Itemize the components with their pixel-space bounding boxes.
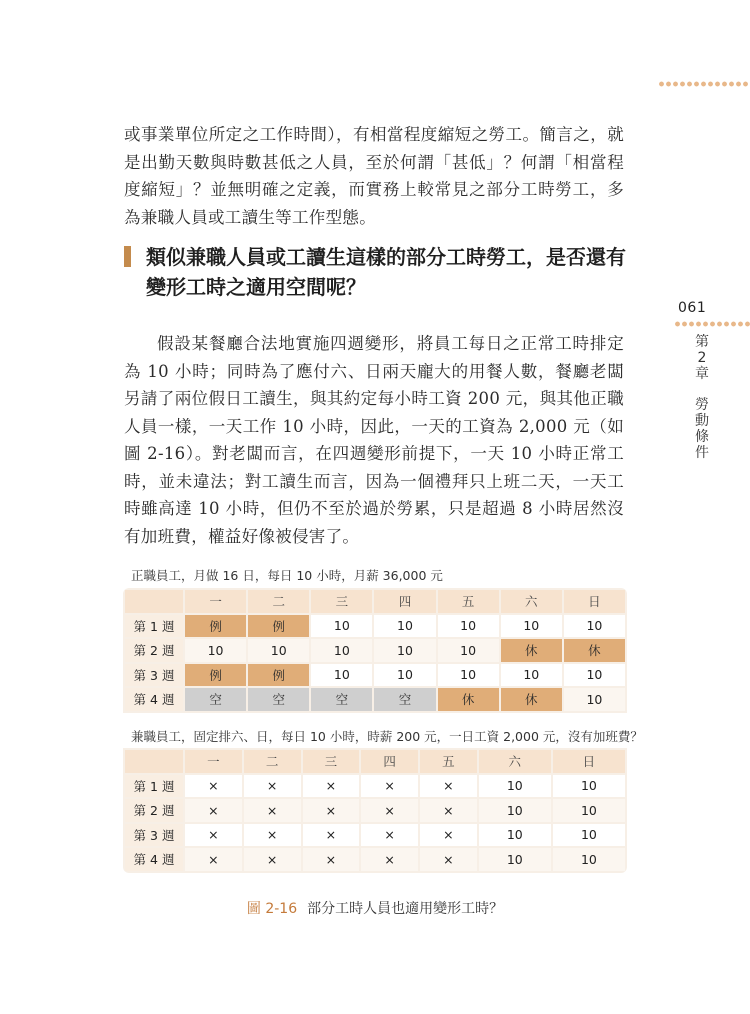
table-cell: 10 [374, 639, 435, 662]
row-label: 第 2 週 [125, 639, 183, 662]
row-label: 第 3 週 [125, 664, 183, 687]
table-cell: 例 [185, 615, 246, 638]
decorative-dots-side [674, 320, 750, 328]
table1-header-cell: 四 [374, 590, 435, 613]
table-cell: 例 [248, 615, 309, 638]
table-cell: 10 [479, 775, 551, 798]
table2-header-cell: 三 [303, 750, 360, 773]
fulltime-schedule-table [123, 588, 627, 713]
table-row [125, 824, 625, 847]
table-cell: 10 [479, 848, 551, 871]
table-cell: × [185, 799, 242, 822]
table2-header-cell: 六 [479, 750, 551, 773]
table-row [125, 639, 625, 662]
table-cell: × [361, 848, 418, 871]
table-cell: 10 [438, 664, 499, 687]
table-cell: 例 [248, 664, 309, 687]
table2-header-row [125, 750, 625, 773]
table-cell: × [185, 775, 242, 798]
table2-caption: 兼職員工，固定排六、日，每日 10 小時，時薪 200 元，一日工資 2,000 元，沒有加班費？ [131, 729, 643, 744]
table-cell: 10 [479, 824, 551, 847]
chapter-title: 勞動條件 [695, 397, 709, 461]
table2-corner-cell [125, 750, 183, 773]
table-row [125, 688, 625, 711]
table2-header-cell: 五 [420, 750, 477, 773]
table-cell: × [361, 775, 418, 798]
table-cell: 10 [311, 639, 372, 662]
row-label: 第 1 週 [125, 775, 183, 798]
figure-caption-text: 部分工時人員也適用變形工時？ [307, 901, 504, 917]
table-cell: 休 [501, 639, 562, 662]
table-cell: 10 [553, 848, 625, 871]
table-cell: 10 [553, 824, 625, 847]
intro-paragraph: 或事業單位所定之工作時間），有相當程度縮短之勞工。簡言之，就是出勤天數與時數甚低之人員，至於何謂「甚低」？何謂「相當程度縮短」？並無明確之定義，而實務上較常見之部分工時勞工，多為兼職人員或工讀生等工作型態。 [124, 125, 624, 227]
table-cell: 空 [248, 688, 309, 711]
table-cell: × [303, 848, 360, 871]
table-cell: 10 [479, 799, 551, 822]
table-cell: × [420, 824, 477, 847]
page-number: 061 [678, 300, 707, 316]
table-cell: 10 [501, 615, 562, 638]
table1-header-cell: 六 [501, 590, 562, 613]
table-cell: 休 [564, 639, 625, 662]
table-row [125, 799, 625, 822]
table-cell: × [420, 799, 477, 822]
table-cell: 10 [374, 615, 435, 638]
table-cell: 10 [311, 664, 372, 687]
table-cell: 10 [501, 664, 562, 687]
table-cell: 10 [374, 664, 435, 687]
table1-caption: 正職員工，月做 16 日，每日 10 小時，月薪 36,000 元 [131, 568, 443, 583]
table-cell: × [303, 824, 360, 847]
table-row [125, 664, 625, 687]
table1-header-row [125, 590, 625, 613]
table2-header-cell: 一 [185, 750, 242, 773]
table-cell: × [185, 848, 242, 871]
heading-marker [124, 246, 131, 267]
table-cell: 10 [564, 664, 625, 687]
table-cell: 10 [248, 639, 309, 662]
table-cell: 10 [185, 639, 246, 662]
table1-header-cell: 五 [438, 590, 499, 613]
table-cell: × [244, 848, 301, 871]
table-cell: 休 [501, 688, 562, 711]
table-cell: 休 [438, 688, 499, 711]
table1-header-cell: 一 [185, 590, 246, 613]
parttime-schedule-table [123, 748, 627, 873]
table-cell: × [244, 775, 301, 798]
heading-line-1: 類似兼職人員或工讀生這樣的部分工時勞工，是否還有 [146, 245, 626, 269]
decorative-dots-top [658, 80, 750, 88]
row-label: 第 1 週 [125, 615, 183, 638]
table-cell: 空 [185, 688, 246, 711]
body-paragraph: 假設某餐廳合法地實施四週變形，將員工每日之正常工時排定為 10 小時；同時為了應付六、日兩天龐大的用餐人數，餐廳老闆另請了兩位假日工讀生，與其約定每小時工資 200 元，與其他正職人員一樣，一天工作 10 小時，因此，一天的工資為 2,000 元（如圖 2-16）。對老闆而言，在四週變形前提下，一天 10 小時正常工時，並未違法；對工讀生而言，因為一個禮拜只上班二天，一天工時雖高達 10 小時，但仍不至於過於勞累，只是超過 8 小時居然沒有加班費，權益好像被侵害了。 [124, 334, 624, 546]
table-cell: 10 [553, 799, 625, 822]
row-label: 第 4 週 [125, 688, 183, 711]
table1-corner-cell [125, 590, 183, 613]
row-label: 第 3 週 [125, 824, 183, 847]
table-row [125, 615, 625, 638]
table-cell: × [303, 799, 360, 822]
table1-header-cell: 三 [311, 590, 372, 613]
table-cell: × [361, 799, 418, 822]
table-cell: × [420, 775, 477, 798]
table1-header-cell: 二 [248, 590, 309, 613]
row-label: 第 2 週 [125, 799, 183, 822]
table2-header-cell: 二 [244, 750, 301, 773]
table-cell: × [303, 775, 360, 798]
table-cell: 10 [311, 615, 372, 638]
table1-header-cell: 日 [564, 590, 625, 613]
table-cell: × [420, 848, 477, 871]
table-row [125, 848, 625, 871]
figure-caption [0, 898, 750, 918]
chapter-label: 第2章 [695, 334, 709, 382]
table-cell: 10 [564, 615, 625, 638]
table-cell: 10 [553, 775, 625, 798]
table-row [125, 775, 625, 798]
row-label: 第 4 週 [125, 848, 183, 871]
table-cell: × [185, 824, 242, 847]
table-cell: 空 [374, 688, 435, 711]
table-cell: 10 [438, 615, 499, 638]
table-cell: 10 [438, 639, 499, 662]
table-cell: × [244, 799, 301, 822]
table-cell: × [361, 824, 418, 847]
table-cell: 例 [185, 664, 246, 687]
section-heading [124, 242, 644, 302]
table2-header-cell: 日 [553, 750, 625, 773]
table2-header-cell: 四 [361, 750, 418, 773]
table-cell: × [244, 824, 301, 847]
table-cell: 空 [311, 688, 372, 711]
figure-number: 圖 2-16 [246, 901, 298, 917]
heading-line-2: 變形工時之適用空間呢？ [146, 275, 366, 299]
table-cell: 10 [564, 688, 625, 711]
